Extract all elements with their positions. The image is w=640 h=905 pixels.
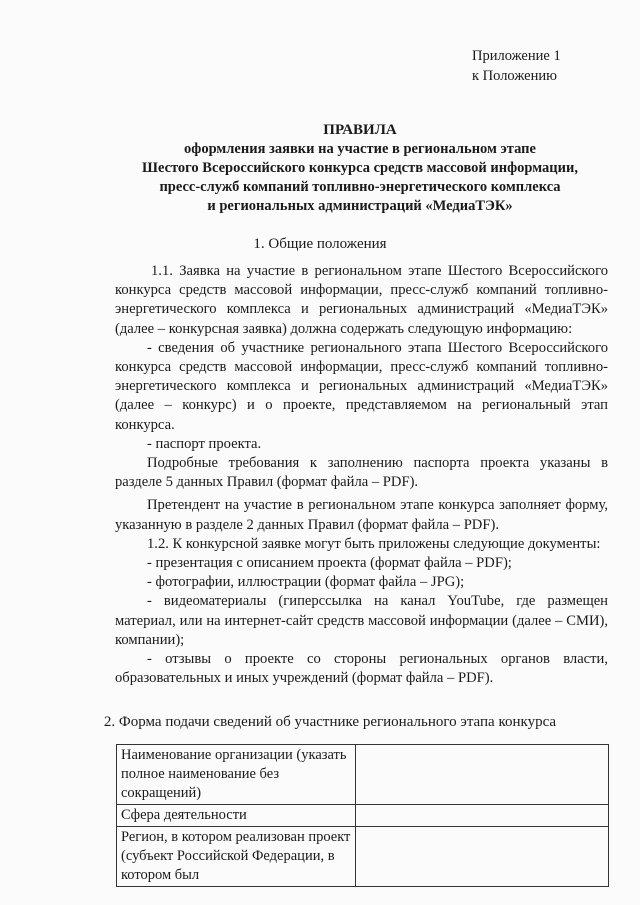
paragraph-participant-info: - сведения об участнике регионального этапа Шестого Всероссийского конкурса средств массовой информации, пресс-служб компаний топливно-энергетического комплекса и региональных администраций «МедиаТЭК» (далее – конкурс) и о проекте, представляемом на региональный этап конкурса. xyxy=(115,339,608,433)
section-1-body xyxy=(115,262,608,688)
row-label-activity: Сфера деятельности xyxy=(117,805,356,827)
appendix-line-2: к Положению xyxy=(472,68,557,84)
table-row xyxy=(117,827,609,887)
paragraph-applicant-form: Претендент на участие в региональном этапе конкурса заполняет форму, указанную в разделе 2 данных Правил (формат файла – PDF). xyxy=(115,497,608,533)
document-title xyxy=(100,121,620,216)
paragraph-presentation: - презентация с описанием проекта (формат файла – PDF); xyxy=(147,555,512,572)
title-line-2: Шестого Всероссийского конкурса средств массовой информации, xyxy=(142,160,578,176)
table-row xyxy=(117,805,609,827)
row-value-activity[interactable] xyxy=(356,805,609,827)
paragraph-reviews: - отзывы о проекте со стороны региональных органов власти, образовательных и иных учреждений (формат файла – PDF). xyxy=(115,651,608,687)
participant-form-table xyxy=(116,744,609,887)
paragraph-1-1: 1.1. Заявка на участие в региональном этапе Шестого Всероссийского конкурса средств массовой информации, пресс-служб компаний топливно-энергетического комплекса и региональных администраций «МедиаТЭК» (далее – конкурсная заявка) должна содержать следующую информацию: xyxy=(115,263,608,337)
section-2-heading: 2. Форма подачи сведений об участнике регионального этапа конкурса xyxy=(103,714,557,730)
paragraph-video: - видеоматериалы (гиперссылка на канал YouTube, где размещен материал, или на интернет-сайт средств массовой информации (далее – СМИ), компании); xyxy=(115,593,608,648)
title-heading: ПРАВИЛА xyxy=(323,122,397,138)
row-value-region[interactable] xyxy=(356,827,609,887)
paragraph-1-2: 1.2. К конкурсной заявке могут быть приложены следующие документы: xyxy=(147,535,601,552)
row-label-organization: Наименование организации (указать полное наименование без сокращений) xyxy=(117,745,356,805)
row-label-region: Регион, в котором реализован проект (субъект Российской Федерации, в котором был xyxy=(117,827,356,887)
table-row xyxy=(117,745,609,805)
appendix-line-1: Приложение 1 xyxy=(472,48,561,64)
appendix-note xyxy=(472,46,612,86)
title-line-1: оформления заявки на участие в региональном этапе xyxy=(184,141,536,157)
paragraph-passport: - паспорт проекта. xyxy=(147,435,262,452)
paragraph-passport-requirements: Подробные требования к заполнению паспорта проекта указаны в разделе 5 данных Правил (формат файла – PDF). xyxy=(115,455,608,491)
title-line-3: пресс-служб компаний топливно-энергетического комплекса xyxy=(159,179,561,195)
row-value-organization[interactable] xyxy=(356,745,609,805)
paragraph-photos: - фотографии, иллюстрации (формат файла – JPG); xyxy=(147,574,465,591)
section-1-heading: 1. Общие положения xyxy=(253,236,387,252)
title-line-4: и региональных администраций «МедиаТЭК» xyxy=(207,198,513,214)
